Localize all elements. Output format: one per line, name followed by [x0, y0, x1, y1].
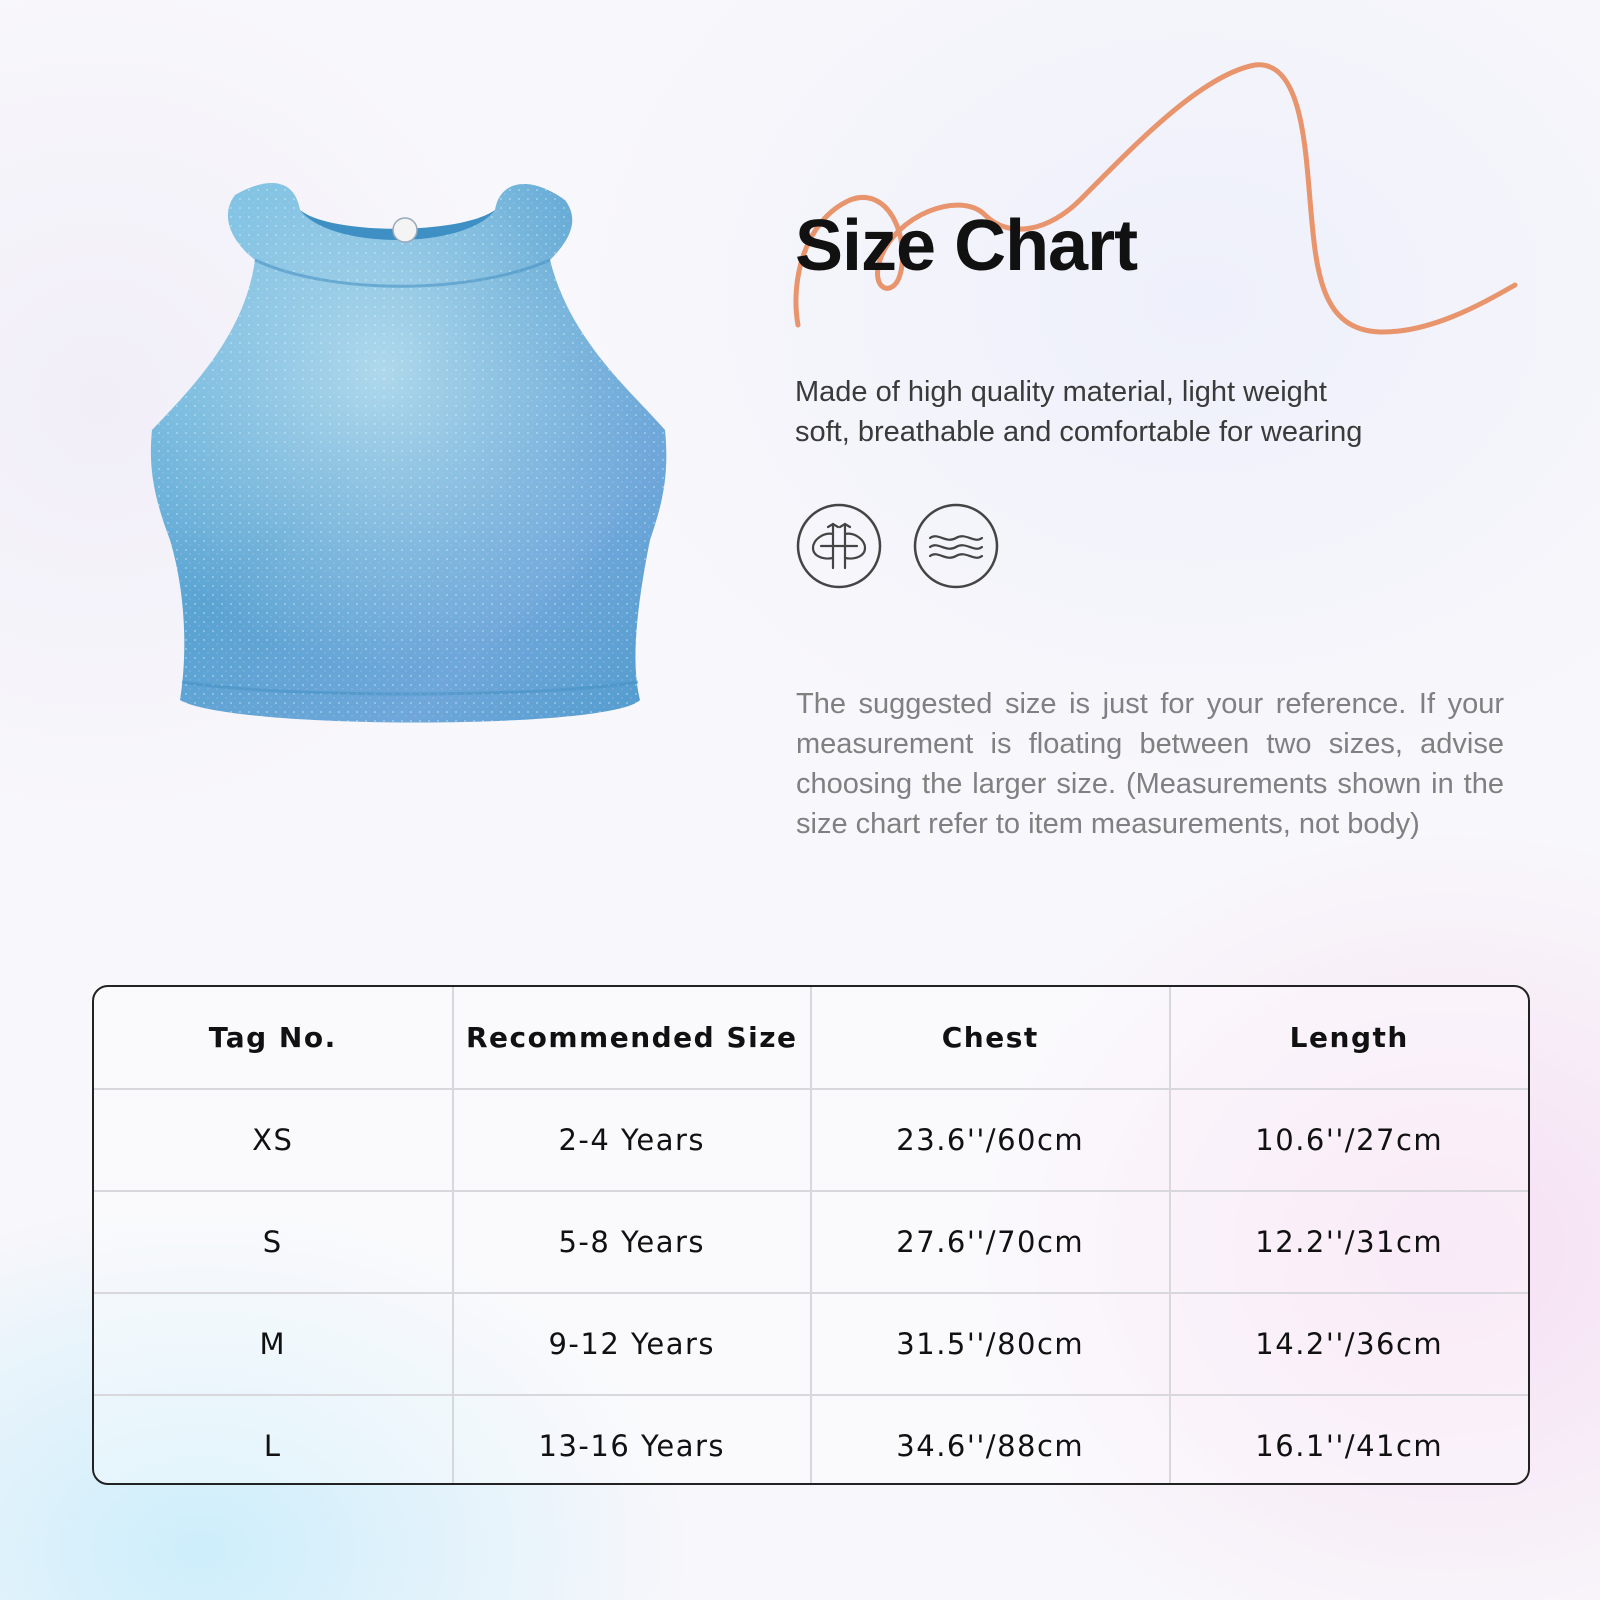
header-chest: Chest — [811, 987, 1170, 1089]
cell-length: 14.2''/36cm — [1170, 1293, 1529, 1395]
cell-tag: S — [94, 1191, 453, 1293]
elastic-stretch-icon — [795, 502, 883, 590]
header-recommended-size: Recommended Size — [453, 987, 812, 1089]
breathable-wave-icon — [912, 502, 1000, 590]
table-row — [94, 1293, 1528, 1395]
crop-top-image — [130, 170, 690, 760]
table-row — [94, 1191, 1528, 1293]
product-description — [795, 372, 1435, 452]
cell-length: 16.1''/41cm — [1255, 1429, 1444, 1463]
description-line-1: Made of high quality material, light weight — [795, 376, 1327, 408]
cell-chest: 23.6''/60cm — [811, 1089, 1170, 1191]
cell-length: 10.6''/27cm — [1170, 1089, 1529, 1191]
cell-tag: L — [94, 1395, 453, 1485]
size-note: The suggested size is just for your reference. If your measurement is floating between two sizes, advise choosing the larger size. (Measurements shown in the size chart refer to item measurements, not body) — [796, 688, 1504, 840]
description-line-2: soft, breathable and comfortable for wearing — [795, 416, 1363, 448]
cell-size: 5-8 Years — [453, 1191, 812, 1293]
cell-size: 13-16 Years — [453, 1395, 812, 1485]
cell-tag: XS — [94, 1089, 453, 1191]
table-header-row — [94, 987, 1528, 1089]
header-tag-no: Tag No. — [94, 987, 453, 1089]
page-title: Size Chart — [795, 206, 1138, 286]
cell-size: 9-12 Years — [453, 1293, 812, 1395]
size-table — [92, 985, 1530, 1485]
table-row — [94, 1089, 1528, 1191]
cell-chest: 34.6''/88cm — [811, 1395, 1170, 1485]
cell-chest: 31.5''/80cm — [811, 1293, 1170, 1395]
cell-length: 12.2''/31cm — [1170, 1191, 1529, 1293]
cell-tag: M — [94, 1293, 453, 1395]
cell-size: 2-4 Years — [453, 1089, 812, 1191]
header-length: Length — [1170, 987, 1529, 1089]
table-row — [94, 1395, 1528, 1485]
cell-chest: 27.6''/70cm — [811, 1191, 1170, 1293]
